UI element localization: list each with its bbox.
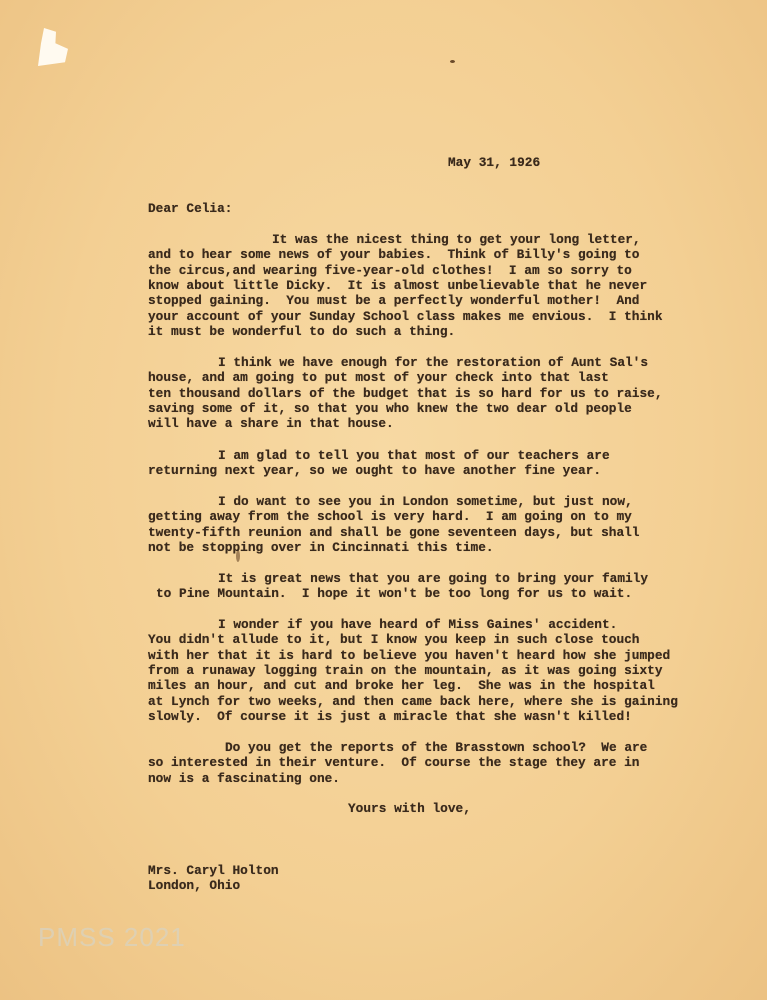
text-line: You didn't allude to it, but I know you keep in such close touch	[148, 632, 640, 648]
text-line: and to hear some news of your babies. Think of Billy's going to	[148, 247, 640, 263]
text-line: slowly. Of course it is just a miracle that she wasn't killed!	[148, 709, 632, 725]
recipient-city: London, Ohio	[148, 878, 241, 893]
paper-speck	[450, 60, 455, 63]
text-line: I am glad to tell you that most of our teachers are	[218, 448, 610, 463]
text-line: getting away from the school is very hard. I am going on to my	[148, 509, 632, 525]
salutation: Dear Celia:	[148, 201, 233, 216]
paragraph	[148, 448, 610, 479]
text-line: saving some of it, so that you who knew the two dear old people	[148, 401, 632, 417]
recipient-name: Mrs. Caryl Holton	[148, 863, 279, 878]
paragraph	[148, 494, 639, 555]
text-line: will have a share in that house.	[148, 416, 394, 432]
text-line: at Lynch for two weeks, and then came back here, where she is gaining	[148, 693, 678, 709]
text-line: It was the nicest thing to get your long letter,	[272, 232, 641, 247]
text-line: to Pine Mountain. I hope it won't be too long for us to wait.	[156, 586, 633, 602]
letter-date: May 31, 1926	[448, 155, 541, 170]
text-line: the circus,and wearing five-year-old clothes! I am so sorry to	[148, 262, 632, 278]
text-line: twenty-fifth reunion and shall be gone seventeen days, but shall	[148, 524, 640, 540]
text-line: returning next year, so we ought to have another fine year.	[148, 463, 602, 479]
text-line: from a runaway logging train on the mountain, as it was going sixty	[148, 663, 663, 679]
paragraph	[148, 617, 678, 724]
text-line: ten thousand dollars of the budget that is so hard for us to raise,	[148, 385, 663, 401]
text-line: so interested in their venture. Of course the stage they are in	[148, 755, 640, 771]
text-line: It is great news that you are going to bring your family	[218, 571, 649, 586]
paragraph	[148, 571, 648, 602]
text-line: now is a fascinating one.	[148, 770, 340, 786]
text-line: miles an hour, and cut and broke her leg. She was in the hospital	[148, 678, 655, 694]
text-line: your account of your Sunday School class makes me envious. I think	[148, 308, 663, 324]
text-line: it must be wonderful to do such a thing.	[148, 324, 456, 340]
text-line: stopped gaining. You must be a perfectly wonderful mother! And	[148, 293, 640, 309]
text-line: I do want to see you in London sometime, but just now,	[218, 494, 633, 509]
text-line: I wonder if you have heard of Miss Gaines' accident.	[218, 617, 618, 632]
torn-corner	[38, 28, 68, 66]
text-line: I think we have enough for the restoration of Aunt Sal's	[218, 355, 649, 370]
paragraph	[148, 355, 663, 432]
text-line: not be stopping over in Cincinnati this time.	[148, 540, 494, 556]
paragraph	[148, 232, 663, 339]
paragraph	[148, 740, 647, 786]
text-line: Do you get the reports of the Brasstown school? We are	[225, 740, 648, 755]
text-line: house, and am going to put most of your check into that last	[148, 370, 609, 386]
text-line: with her that it is hard to believe you haven't heard how she jumped	[148, 647, 671, 663]
text-line: know about little Dicky. It is almost unbelievable that he never	[148, 278, 648, 294]
watermark: PMSS 2021	[38, 922, 186, 952]
closing: Yours with love,	[348, 801, 471, 816]
